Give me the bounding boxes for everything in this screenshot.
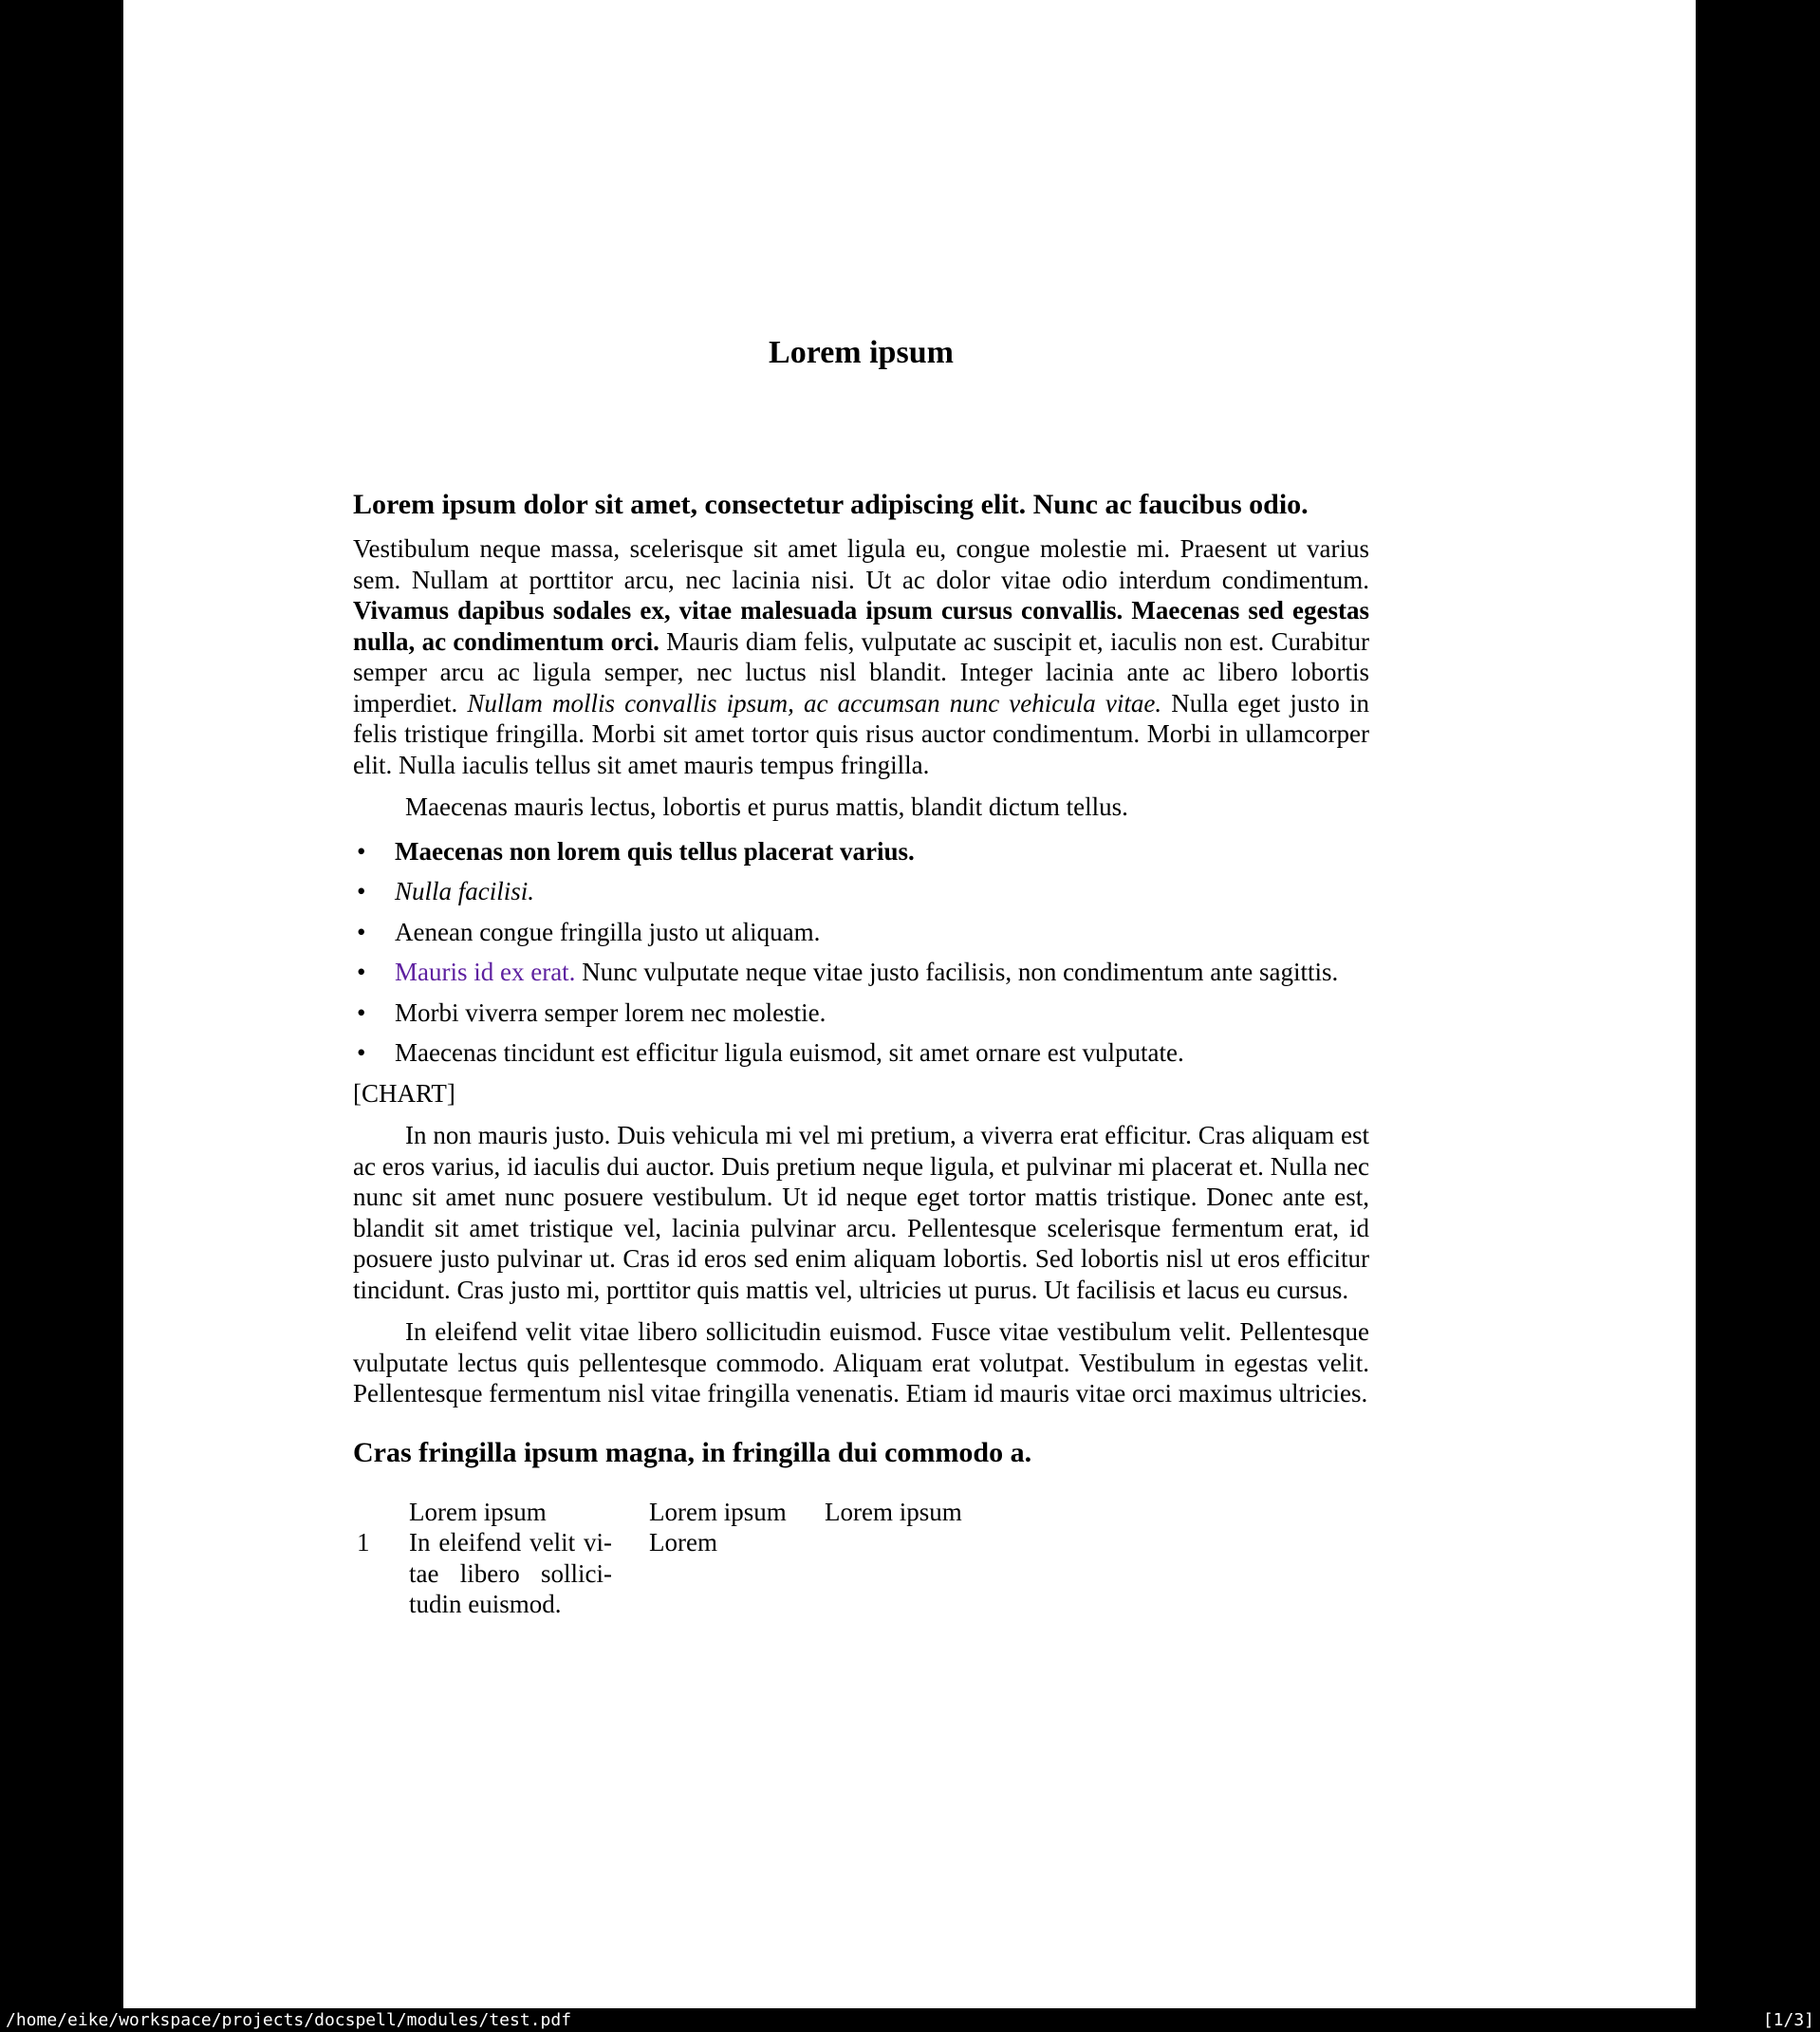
table-header-col2: Lorem ipsum [649,1497,787,1526]
table-header-spacer [357,1497,409,1528]
section-heading-2: Cras fringilla ipsum magna, in fringilla dui commodo a. [353,1436,1032,1468]
text-run: Aenean congue fringilla justo ut aliquam. [395,917,821,946]
bullet-marker-icon: • [357,958,366,986]
paragraph-1 [353,533,1369,780]
text-run: Maecenas tincidunt est efficitur ligula euismod, sit amet ornare est vulputate. [395,1038,1184,1067]
table-row-number: 1 [357,1528,370,1557]
document-text-block [353,0,1369,1620]
text-run: Morbi viverra semper lorem nec molestie. [395,997,826,1027]
inset-line: Maecenas mauris lectus, lobortis et purus mattis, blandit dictum tellus. [405,792,1128,821]
document-title: Lorem ipsum [769,335,954,370]
bullet-list [353,836,1369,1069]
table-cell-col1 [409,1527,612,1620]
status-bar [0,2008,1820,2032]
text-run: Mauris diam felis, vulputate ac suscipit et, iaculis non est. Curabitur semper arcu ac ligula semper, nec luctus nisl blandit. Integer lacinia ante ac libero lobortis imperdiet. [353,626,1369,718]
text-run: Nulla facilisi. [395,877,535,905]
paragraph-2: In non mauris justo. Duis vehicula mi vel mi pretium, a viverra erat efficitur. Cras aliquam est ac eros varius, id iaculis dui auctor. Duis pretium neque ligula, et pulvinar mi placerat et. Nulla nec nunc sit amet nunc posuere vestibulum. Ut id neque eget tortor mattis tristique. Donec ante est, blandit sit amet tristique vel, lacinia pulvinar arcu. Pellentesque scelerisque fermentum erat, id posuere justo pulvinar ut. Cras id eros sed enim aliquam lobortis. Sed lobortis nisl ut eros efficitur tincidunt. Cras justo mi, porttitor quis mattis vel, ultricies ut purus. Ut facilisis et lacus eu cursus. [353,1121,1369,1304]
list-item [353,836,1369,867]
text-run: Maecenas non lorem quis tellus placerat varius. [395,836,915,866]
list-item [353,876,1369,907]
text-run: Nulla eget justo in felis tristique fringilla. Morbi sit amet tortor quis risus auctor condimentum. Morbi in ullamcorper elit. Nulla iaculis tellus sit amet mauris tempus fringilla. [353,688,1370,779]
data-table [357,1497,1369,1620]
table-cell-col2: Lorem [649,1528,717,1557]
file-path-label: /home/eike/workspace/projects/docspell/modules/test.pdf [6,2010,572,2030]
table-cell-line: In eleifend velit vi- [409,1528,612,1557]
text-run: Vestibulum neque massa, scelerisque sit amet ligula eu, congue molestie mi. Praesent ut varius sem. Nullam at porttitor arcu, nec lacinia nisi. Ut ac dolor vitae odio interdum condimentum. [353,534,1369,594]
bullet-marker-icon: • [357,1038,366,1067]
list-item [353,957,1369,988]
list-item [353,917,1369,948]
text-run: Nullam mollis convallis ipsum, ac accumsan nunc vehicula vitae. [467,688,1162,718]
text-run: Vivamus dapibus sodales ex, vitae malesuada ipsum cursus convallis. Maecenas sed egestas nulla, ac condimentum orci. [353,596,1369,656]
section-heading-1: Lorem ipsum dolor sit amet, consectetur adipiscing elit. Nunc ac faucibus odio. [353,489,1309,520]
table-cell-line: tae libero sollici- [409,1558,612,1588]
document-page [123,0,1696,2008]
list-item [353,1037,1369,1069]
list-item [353,997,1369,1029]
bullet-marker-icon: • [357,997,366,1027]
table-cell-line: tudin euismod. [409,1590,562,1618]
paragraph-3: In eleifend velit vitae libero sollicitudin euismod. Fusce vitae vestibulum velit. Pellentesque vulputate lectus quis pellentesque commodo. Aliquam erat volutpat. Vestibulum in egestas velit. Pellentesque fermentum nisl vitae fringilla venenatis. Etiam id mauris vitae orci maximus ultricies. [353,1317,1369,1407]
bullet-marker-icon: • [357,917,366,946]
bullet-marker-icon: • [357,877,366,905]
pdf-link[interactable]: Mauris id ex erat. [395,958,576,986]
chart-placeholder: [CHART] [353,1078,455,1108]
table-header-col1: Lorem ipsum [409,1497,547,1526]
text-run: Nunc vulputate neque vitae justo facilisis, non condimentum ante sagittis. [575,958,1339,986]
table-cell-col3 [825,1527,1369,1620]
bullet-marker-icon: • [357,836,366,866]
page-indicator-label: [1/3] [1762,2010,1814,2030]
table-header-col3: Lorem ipsum [825,1497,962,1526]
